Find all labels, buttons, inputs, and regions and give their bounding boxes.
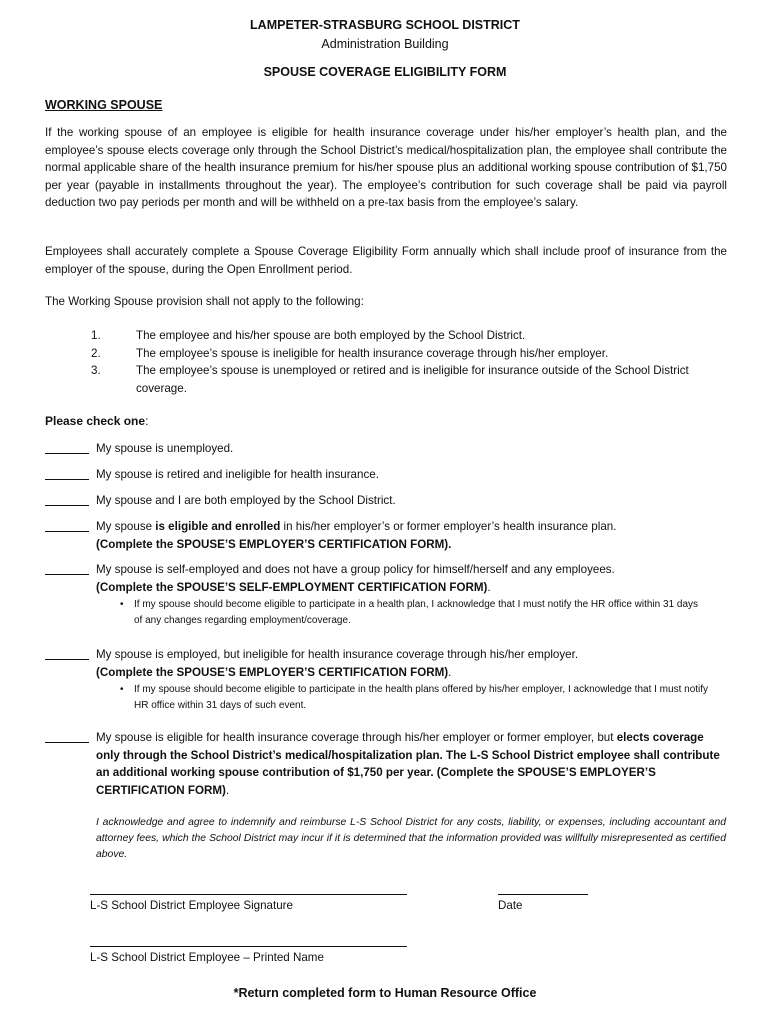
self-employed-note <box>45 597 709 628</box>
checkbox-blank-employed-ineligible[interactable] <box>45 646 89 660</box>
list-text: The employee and his/her spouse are both employed by the School District. <box>136 329 526 342</box>
option-text-part: My spouse is eligible for health insurance coverage through his/her employer or former employer, but <box>96 731 617 744</box>
policy-paragraph: If the working spouse of an employee is eligible for health insurance coverage under his/her employer’s health plan, and the employee’s spouse elects coverage only through the School District’s medical/hospitalization plan, the employee shall contribute the normal applicable share of the health insurance premium for his/her spouse plus an additional working spouse contribution of $1,750 per year (payable in installments throughout the year). The employee’s contribution for such coverage shall be paid via payroll deduction two pay periods per month and will be withheld on a pre-tax basis from the employee’s salary. <box>45 126 727 209</box>
list-text: The employee’s spouse is ineligible for health insurance coverage through his/her employer. <box>136 346 609 360</box>
list-text: The employee’s spouse is unemployed or retired and is ineligible for insurance outside of the School District coverage. <box>136 364 689 395</box>
printed-name-line[interactable] <box>90 946 407 947</box>
note-text: If my spouse should become eligible to participate in the health plans offered by his/her employer, I acknowledge that I must notify HR office within 31 days of such event. <box>134 684 709 711</box>
list-item <box>45 327 735 345</box>
form-title: SPOUSE COVERAGE ELIGIBILITY FORM <box>263 65 507 79</box>
check-one-label: Please check one <box>45 414 146 428</box>
bullet-icon: • <box>120 684 124 695</box>
section-title: WORKING SPOUSE <box>45 98 163 112</box>
check-one-colon: : <box>145 414 149 428</box>
checkbox-blank-both-employed[interactable] <box>45 492 89 506</box>
option-text: My spouse and I are both employed by the School District. <box>96 494 396 507</box>
exceptions-list <box>45 327 735 397</box>
option-text-part: . <box>225 783 230 797</box>
district-name: LAMPETER-STRASBURG SCHOOL DISTRICT <box>250 18 520 32</box>
checkbox-blank-elects-district-coverage[interactable] <box>45 729 89 743</box>
option-text: My spouse is retired and ineligible for health insurance. <box>96 468 379 481</box>
note-text: If my spouse should become eligible to participate in a health plan, I acknowledge that I must notify the HR office within 31 days of any changes regarding employment/coverage. <box>134 599 699 626</box>
checkbox-blank-retired[interactable] <box>45 466 89 480</box>
list-number: 2. <box>91 346 101 360</box>
option-instruction: (Complete the SPOUSE’S SELF-EMPLOYMENT CERTIFICATION FORM) <box>96 580 488 594</box>
return-instruction: *Return completed form to Human Resource Office <box>233 986 537 1000</box>
date-label: Date <box>498 899 523 912</box>
checkbox-blank-self-employed[interactable] <box>45 561 89 575</box>
enrollment-paragraph: Employees shall accurately complete a Spouse Coverage Eligibility Form annually which shall include proof of insurance from the employer of the spouse, during the Open Enrollment period. <box>45 245 727 276</box>
building-name: Administration Building <box>321 37 449 51</box>
signature-line[interactable] <box>90 894 407 895</box>
exceptions-intro: The Working Spouse provision shall not apply to the following: <box>45 295 364 308</box>
signature-label: L-S School District Employee Signature <box>90 899 293 912</box>
checkbox-blank-eligible-enrolled[interactable] <box>45 518 89 532</box>
option-text: My spouse is unemployed. <box>96 442 234 455</box>
option-text-part: My spouse is employed, but ineligible for health insurance coverage through his/her employer. <box>96 648 579 661</box>
check-one-heading <box>45 414 148 428</box>
acknowledgement-statement: I acknowledge and agree to indemnify and reimburse L-S School District for any costs, liability, or expenses, including accountant and attorney fees, which the School District may incur if it is determined that the information provided was willfully misrepresented as certified above. <box>96 817 726 860</box>
option-instruction: elects coverage only through the School District’s medical/hospitalization plan. The L-S School District employee shall contribute an additional working spouse contribution of $1,750 per year. (Complete the SPOUSE’S EMPLOYER’S CERTIFICATION FORM) <box>96 731 720 797</box>
list-number: 1. <box>91 329 101 342</box>
option-instruction: (Complete the SPOUSE’S EMPLOYER’S CERTIFICATION FORM). <box>96 537 452 551</box>
employed-ineligible-note <box>45 682 714 713</box>
option-text <box>96 729 726 799</box>
bullet-icon: • <box>120 599 124 610</box>
option-text-part: My spouse is self-employed and does not have a group policy for himself/herself and any employees. <box>96 563 615 576</box>
option-text-bold: is eligible and enrolled <box>155 520 281 533</box>
list-item <box>45 362 735 397</box>
list-number: 3. <box>91 364 101 377</box>
printed-name-label: L-S School District Employee – Printed Name <box>90 951 324 964</box>
option-text-part: . <box>448 665 452 679</box>
checkbox-blank-unemployed[interactable] <box>45 440 89 454</box>
list-item <box>45 345 735 363</box>
option-text-part: . <box>487 580 491 594</box>
option-text <box>96 561 699 628</box>
option-text-part: My spouse <box>96 520 156 533</box>
option-text-part: in his/her employer’s or former employer’s health insurance plan. <box>280 520 617 533</box>
option-text <box>96 646 709 713</box>
date-line[interactable] <box>498 894 588 895</box>
option-text <box>96 518 656 553</box>
option-instruction: (Complete the SPOUSE’S EMPLOYER’S CERTIFICATION FORM) <box>96 665 449 679</box>
